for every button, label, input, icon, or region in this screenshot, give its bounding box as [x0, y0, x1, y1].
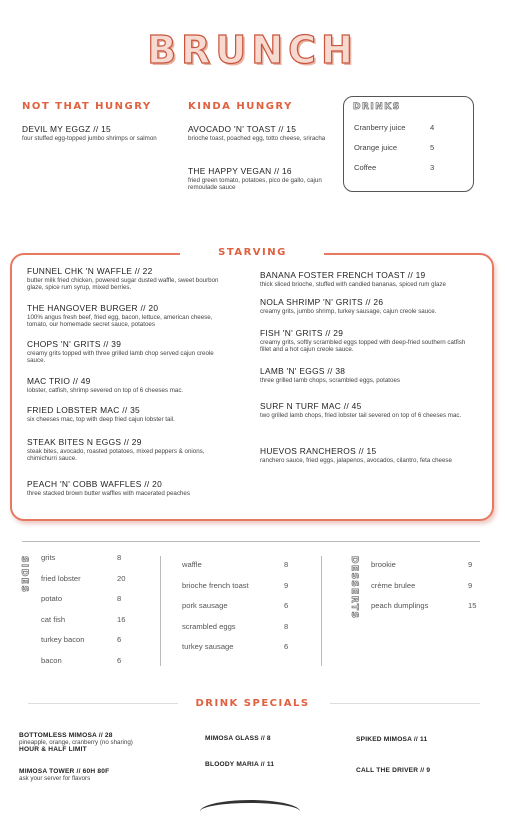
item-desc: creamy grits topped with three grilled lamb chop served cajun creole sauce.: [27, 350, 214, 365]
side-price: 20: [117, 573, 126, 583]
drink-row: [354, 123, 434, 132]
item-desc: 100% angus fresh beef, fried egg, bacon, lettuce, american cheese, tomato, our homemade secret sauce, potatoes: [27, 314, 213, 329]
drink-name: Orange juice: [354, 143, 398, 152]
side-price: 9: [284, 580, 289, 590]
side-price: 6: [284, 642, 289, 651]
item-desc: ranchero sauce, fried eggs, jalapenos, avocados, cilantro, feta cheese: [260, 457, 452, 464]
item-name: AVOCADO 'N' TOAST // 15: [188, 124, 297, 134]
special-item: [19, 732, 189, 753]
side-name: cat fish: [41, 614, 66, 624]
side-name: grits: [41, 553, 56, 562]
side-price: 6: [284, 601, 289, 610]
dessert-name: brookie: [371, 560, 396, 569]
drink-specials-heading: DRINK SPECIALS: [195, 698, 310, 709]
dessert-name: peach dumplings: [371, 601, 429, 610]
item-name: DEVIL MY EGGZ // 15: [22, 124, 112, 134]
item-name: NOLA SHRIMP 'N' GRITS // 26: [260, 297, 384, 307]
menu-item: [27, 405, 232, 423]
drinks-heading: DRINKS: [353, 102, 401, 112]
item-desc: four stuffed egg-topped jumbo shrimps or salmon: [22, 135, 157, 142]
drink-name: Cranberry juice: [354, 123, 406, 132]
side-row: [182, 622, 312, 643]
menu-item: [27, 479, 242, 497]
side-row: [41, 553, 141, 574]
dessert-price: 15: [468, 601, 477, 610]
side-name: turkey sausage: [182, 642, 234, 651]
menu-item: [27, 339, 232, 365]
side-price: 6: [117, 655, 122, 665]
side-row: [182, 560, 312, 581]
menu-item: [260, 366, 478, 384]
starving-heading: STARVING: [218, 247, 287, 258]
item-desc: creamy grits, softly scrambled eggs topped with deep-fried southern catfish fillet and a hot cajun creole sauce.: [260, 339, 466, 354]
side-row: [182, 601, 312, 622]
side-price: 8: [117, 553, 122, 562]
side-row: [41, 656, 141, 677]
menu-item: [27, 437, 232, 463]
dessert-price: 9: [468, 580, 473, 590]
menu-item: [260, 270, 478, 288]
dessert-row: [371, 560, 481, 581]
side-name: turkey bacon: [41, 635, 85, 644]
menu-item: [260, 328, 478, 354]
menu-item: [27, 376, 232, 394]
special-desc: pineapple, orange, cranberry (no sharing): [19, 739, 133, 746]
side-row: [41, 574, 141, 595]
item-name: FUNNEL CHK 'N WAFFLE // 22: [27, 266, 153, 276]
drinks-box: [343, 96, 474, 192]
special-name: MIMOSA GLASS // 8: [205, 735, 271, 742]
special-name: BLOODY MARIA // 11: [205, 761, 275, 768]
divider: [22, 541, 480, 542]
dessert-name: crème brulee: [371, 580, 416, 590]
menu-item: [260, 401, 478, 419]
special-name: CALL THE DRIVER // 9: [356, 767, 431, 774]
menu-item: [188, 124, 328, 142]
special-item: [19, 768, 189, 782]
side-name: pork sausage: [182, 601, 228, 610]
item-name: LAMB 'N' EGGS // 38: [260, 366, 346, 376]
side-price: 8: [117, 594, 122, 603]
special-desc: ask your server for flavors: [19, 775, 91, 782]
sides-list: [41, 553, 141, 676]
item-desc: six cheeses mac, top with deep fried cajun lobster tail.: [27, 416, 175, 423]
item-name: HUEVOS RANCHEROS // 15: [260, 446, 377, 456]
side-name: waffle: [182, 560, 202, 569]
item-name: BANANA FOSTER FRENCH TOAST // 19: [260, 270, 426, 280]
decorative-arc: [200, 800, 300, 823]
item-desc: fried green tomato, potatoes, pico de gallo, cajun remoulade sauce: [188, 177, 322, 192]
desserts-label: DESSERTS: [349, 556, 359, 620]
item-desc: steak bites, avocado, roasted potatoes, mixed peppers & onions, chimichurri sauce.: [27, 448, 205, 463]
special-name: BOTTOMLESS MIMOSA // 28: [19, 732, 113, 739]
item-desc: thick sliced brioche, stuffed with candied bananas, spiced rum glaze: [260, 281, 446, 288]
side-row: [182, 642, 312, 663]
item-desc: brioche toast, poached egg, totto cheese, sriracha: [188, 135, 326, 142]
item-desc: two grilled lamb chops, fried lobster tail severed on top of 6 cheeses mac.: [260, 412, 462, 419]
page-title: BRUNCH: [147, 28, 358, 72]
column-divider: [321, 556, 322, 666]
side-row: [41, 635, 141, 656]
menu-item: [27, 303, 232, 329]
side-name: potato: [41, 594, 63, 603]
item-name: THE HANGOVER BURGER // 20: [27, 303, 159, 313]
drink-price: 3: [430, 163, 435, 172]
side-name: scrambled eggs: [182, 621, 236, 631]
desserts-list: [371, 560, 481, 622]
sides-list-2: [182, 560, 312, 663]
side-name: brioche french toast: [182, 580, 249, 590]
menu-item: [22, 124, 162, 142]
sides-label: SIDES: [19, 556, 29, 594]
side-name: bacon: [41, 655, 62, 665]
item-name: PEACH 'N' COBB WAFFLES // 20: [27, 479, 163, 489]
side-price: 8: [284, 621, 289, 631]
drink-price: 5: [430, 143, 435, 152]
menu-item: [188, 166, 333, 192]
item-desc: creamy grits, jumbo shrimp, turkey sausage, cajun creole sauce.: [260, 308, 437, 315]
menu-item: [260, 297, 478, 315]
special-note: HOUR & HALF LIMIT: [19, 746, 87, 754]
item-desc: three stacked brown butter waffles with macerated peaches: [27, 490, 190, 497]
not-that-hungry-heading: NOT THAT HUNGRY: [22, 101, 152, 112]
drink-name: Coffee: [354, 163, 377, 172]
column-divider: [160, 556, 161, 666]
item-name: SURF N TURF MAC // 45: [260, 401, 362, 411]
drink-row: [354, 163, 434, 172]
item-name: CHOPS 'N' GRITS // 39: [27, 339, 122, 349]
item-name: THE HAPPY VEGAN // 16: [188, 166, 292, 176]
drink-row: [354, 143, 434, 152]
side-row: [41, 594, 141, 615]
menu-item: [260, 446, 478, 464]
item-desc: lobster, catfish, shrimp severed on top of 6 cheeses mac.: [27, 387, 184, 394]
special-name: MIMOSA TOWER // 60H 80F: [19, 768, 110, 775]
side-name: fried lobster: [41, 573, 81, 583]
kinda-hungry-heading: KINDA HUNGRY: [188, 101, 293, 112]
dessert-row: [371, 581, 481, 602]
item-name: FRIED LOBSTER MAC // 35: [27, 405, 141, 415]
dessert-price: 9: [468, 560, 473, 569]
item-name: STEAK BITES N EGGS // 29: [27, 437, 142, 447]
item-name: MAC TRIO // 49: [27, 376, 91, 386]
side-price: 8: [284, 560, 289, 569]
item-name: FISH 'N' GRITS // 29: [260, 328, 344, 338]
item-desc: three grilled lamb chops, scrambled eggs, potatoes: [260, 377, 400, 384]
side-row: [182, 581, 312, 602]
drink-price: 4: [430, 123, 435, 132]
side-row: [41, 615, 141, 636]
dessert-row: [371, 601, 481, 622]
item-desc: butter milk fried chicken, powered sugar dusted waffle, sweet bourbon glaze, spice rum syrup, mixed berries.: [27, 277, 219, 292]
special-name: SPIKED MIMOSA // 11: [356, 736, 428, 743]
menu-item: [27, 266, 232, 292]
side-price: 16: [117, 614, 126, 624]
side-price: 6: [117, 635, 122, 644]
